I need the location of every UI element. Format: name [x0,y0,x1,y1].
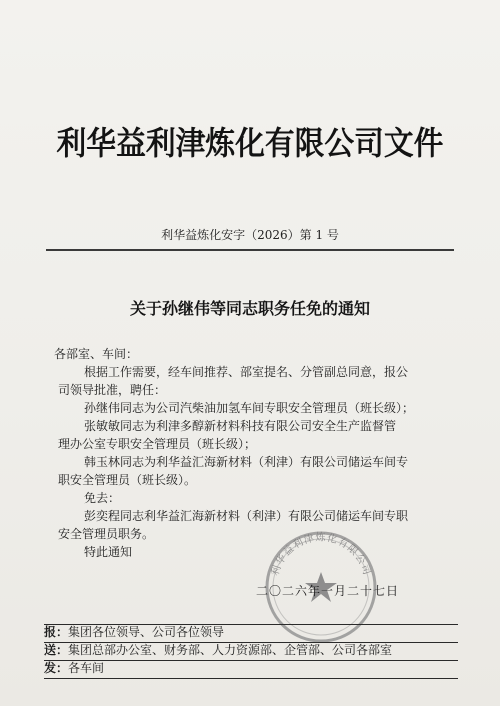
document-title: 利华益利津炼化有限公司文件 [56,124,444,162]
document-number: 利华益炼化安字（2026）第 1 号 [161,228,339,242]
body-line: 安全管理员职务。 [58,527,155,541]
body-line: 根据工作需要，经车间推荐、部室提名、分管副总同意，报公 [84,365,409,379]
body-line: 彭奕程同志利华益汇海新材料（利津）有限公司储运车间专职 [84,509,409,523]
seal-text: 利华益利津炼化有限公司 [269,532,373,578]
header-divider [46,249,454,251]
body-line: 韩玉林同志为利华益汇海新材料（利津）有限公司储运车间专 [84,455,409,469]
body-line: 理办公室专职安全管理员（班长级）； [58,437,257,451]
issue-recipients: 各车间 [68,661,105,675]
notice-title: 关于孙继伟等同志职务任免的通知 [129,299,370,318]
body-line: 张敏敏同志为利津多醇新材料科技有限公司安全生产监督管 [84,419,397,433]
issue-date: 二〇二六年一月二十七日 [256,584,400,598]
report-recipients: 集团各位领导、公司各位领导 [68,625,225,639]
body-line: 特此通知 [84,545,133,559]
salutation: 各部室、车间： [54,347,139,361]
issue-label: 发： [44,661,69,675]
body-line: 孙继伟同志为公司汽柴油加氢车间专职安全管理员（班长级）； [84,401,415,415]
body-line: 免去： [84,491,121,505]
send-recipients: 集团总部办公室、财务部、人力资源部、企管部、公司各部室 [68,643,393,657]
distribution-report-row [44,625,458,643]
svg-text:利华益利津炼化有限公司 [268,531,373,577]
send-label: 送： [44,643,69,657]
distribution-send-row [44,643,458,661]
body-line: 职安全管理员（班长级）。 [58,473,197,487]
report-label: 报： [44,625,69,639]
body-line: 司领导批准，聘任： [58,383,167,397]
distribution-issue-row [44,661,458,679]
